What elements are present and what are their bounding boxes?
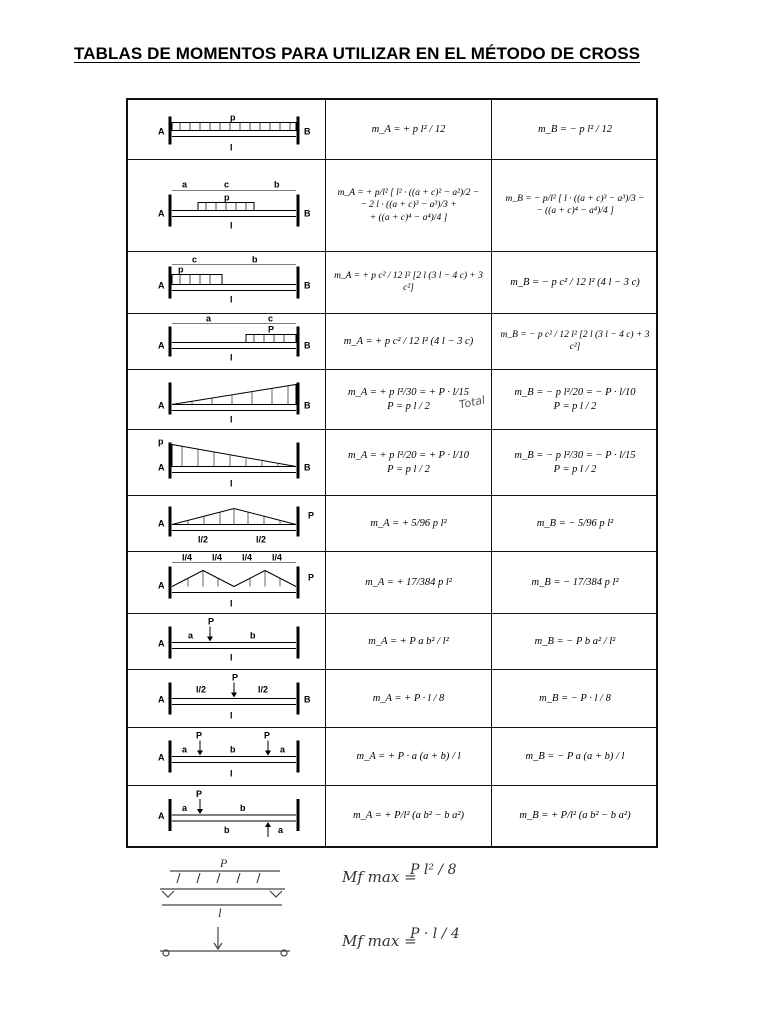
beam-diagram bbox=[128, 160, 326, 251]
moment-a-cell bbox=[326, 370, 492, 429]
moment-a-cell bbox=[326, 100, 492, 159]
label-span: l bbox=[230, 142, 233, 153]
moment-a-formula: m_A = + p/l² [ l² · ((a + c)² − a²)/2 − − 2 l · ((a + c)³ − a³)/3 + + ((a + c)⁴ − a⁴)/4 ] bbox=[337, 187, 480, 223]
label-b-dist: b bbox=[252, 254, 258, 265]
handwritten-equation-lhs: Mf max = bbox=[342, 868, 417, 886]
moment-b-cell bbox=[492, 552, 658, 613]
beam-diagram bbox=[128, 370, 326, 429]
table-row bbox=[128, 430, 656, 496]
label-b-dist: b bbox=[240, 803, 246, 813]
label-a-dist: a bbox=[278, 825, 284, 835]
table-row bbox=[128, 496, 656, 552]
moment-a-cell bbox=[326, 430, 492, 495]
beam-diagram bbox=[128, 728, 326, 785]
table-row bbox=[128, 252, 656, 314]
label-span: l bbox=[230, 710, 233, 721]
moment-b-formula: m_B = − p c² / 12 l² [2 l (3 l − 4 c) + 3 c²] bbox=[500, 329, 650, 353]
label-a: A bbox=[158, 340, 165, 351]
label-a: A bbox=[158, 752, 165, 763]
label-c-dist: c bbox=[192, 254, 198, 265]
label-quarter-span: l/4 bbox=[272, 552, 283, 563]
label-load: p bbox=[178, 264, 184, 275]
moment-a-formula: m_A = + p c² / 12 l² [2 l (3 l − 4 c) + 3 c²] bbox=[334, 270, 483, 294]
moment-b-formula: m_B = − 5/96 p l² bbox=[536, 517, 614, 529]
label-load: P bbox=[208, 616, 215, 627]
table-row bbox=[128, 552, 656, 614]
moment-b-formula: m_B = − P · l / 8 bbox=[539, 692, 611, 704]
moment-b-formula: m_B = − p l²/30 = − P · l/15 P = p l / 2 bbox=[514, 449, 636, 475]
beam-diagram bbox=[128, 670, 326, 727]
label-b: B bbox=[304, 280, 311, 291]
label-a-dist: a bbox=[182, 179, 188, 190]
label-b: B bbox=[304, 340, 311, 351]
beam-diagram bbox=[128, 786, 326, 846]
moment-b-cell bbox=[492, 614, 658, 669]
moment-a-cell bbox=[326, 314, 492, 369]
moment-a-formula: m_A = + P · a (a + b) / l bbox=[356, 750, 461, 762]
label-b-dist: b bbox=[224, 825, 230, 835]
moment-b-formula: m_B = − p l² / 12 bbox=[538, 123, 612, 135]
label-a-dist: a bbox=[188, 630, 194, 641]
label-span: l bbox=[230, 652, 233, 663]
label-a: A bbox=[158, 280, 165, 291]
moment-a-formula: m_A = + p l²/30 = + P · l/15 P = p l / 2 bbox=[348, 386, 469, 412]
label-load: P bbox=[196, 730, 203, 741]
table-row bbox=[128, 670, 656, 728]
label-b: B bbox=[304, 400, 311, 411]
table-row bbox=[128, 728, 656, 786]
moment-b-formula: m_B = − P b a² / l² bbox=[534, 635, 616, 647]
moment-a-formula: m_A = + p l²/20 = + P · l/10 P = p l / 2 bbox=[348, 449, 469, 475]
label-span: l bbox=[230, 294, 233, 305]
handwritten-label-l: l bbox=[218, 905, 222, 920]
handwritten-equation-rhs: P l² / 8 bbox=[410, 862, 457, 878]
label-load: P bbox=[196, 789, 203, 799]
beam-diagram bbox=[128, 314, 326, 369]
label-a: A bbox=[158, 580, 165, 591]
moment-b-formula: m_B = − p/l² [ l · ((a + c)³ − a³)/3 − − ((a + c)⁴ − a⁴)/4 ] bbox=[505, 193, 645, 217]
moment-a-cell bbox=[326, 496, 492, 551]
label-a: A bbox=[158, 400, 165, 411]
moment-b-formula: m_B = − p c² / 12 l² (4 l − 3 c) bbox=[510, 276, 640, 288]
label-a-dist: a bbox=[206, 314, 212, 324]
label-a: A bbox=[158, 638, 165, 649]
label-b-dist: b bbox=[230, 744, 236, 755]
moment-b-cell bbox=[492, 728, 658, 785]
label-b: B bbox=[304, 126, 311, 137]
label-span: l bbox=[230, 768, 233, 779]
label-quarter-span: l/4 bbox=[182, 552, 193, 563]
moment-a-cell bbox=[326, 728, 492, 785]
moment-b-cell bbox=[492, 430, 658, 495]
label-a-dist: a bbox=[182, 744, 188, 755]
label-c-dist: c bbox=[224, 179, 230, 190]
label-half-span: l/2 bbox=[196, 684, 207, 695]
moment-b-cell bbox=[492, 786, 658, 846]
label-b: B bbox=[304, 694, 311, 705]
moment-b-formula: m_B = − P a (a + b) / l bbox=[525, 750, 625, 762]
moment-b-formula: m_B = + P/l² (a b² − b a²) bbox=[519, 809, 631, 821]
label-load: P bbox=[264, 730, 271, 741]
label-load: p bbox=[230, 112, 236, 123]
label-half-span: l/2 bbox=[256, 534, 267, 545]
label-load: p bbox=[158, 436, 164, 447]
label-b: B bbox=[304, 462, 311, 473]
label-a: A bbox=[158, 518, 165, 529]
label-b: B bbox=[304, 208, 311, 219]
moment-a-formula: m_A = + p l² / 12 bbox=[371, 123, 446, 135]
table-row bbox=[128, 614, 656, 670]
label-span: l bbox=[230, 220, 233, 231]
label-load: P bbox=[268, 324, 275, 335]
moment-b-cell bbox=[492, 670, 658, 727]
moment-a-cell bbox=[326, 552, 492, 613]
page-title: TABLAS DE MOMENTOS PARA UTILIZAR EN EL MÉTODO DE CROSS bbox=[74, 44, 641, 63]
moment-a-formula: m_A = + 5/96 p l² bbox=[370, 517, 447, 529]
label-b-dist: b bbox=[274, 179, 280, 190]
label-c-dist: c bbox=[268, 314, 274, 324]
label-a-dist: a bbox=[182, 803, 188, 813]
handwritten-equation-rhs: P · l / 4 bbox=[410, 926, 460, 942]
moment-a-cell bbox=[326, 160, 492, 251]
label-quarter-span: l/4 bbox=[242, 552, 253, 563]
table-row bbox=[128, 786, 656, 846]
handwritten-label-p: P bbox=[220, 856, 228, 870]
label-a: A bbox=[158, 694, 165, 705]
moment-a-cell bbox=[326, 614, 492, 669]
label-a: A bbox=[158, 208, 165, 219]
label-half-span: l/2 bbox=[258, 684, 269, 695]
label-a: A bbox=[158, 126, 165, 137]
label-span: l bbox=[230, 478, 233, 489]
moment-b-cell bbox=[492, 252, 658, 313]
label-half-span: l/2 bbox=[198, 534, 209, 545]
beam-diagram bbox=[128, 430, 326, 495]
moment-b-cell bbox=[492, 100, 658, 159]
label-a: A bbox=[158, 811, 165, 821]
label-b-dist: b bbox=[250, 630, 256, 641]
label-a-dist: a bbox=[280, 744, 286, 755]
label-a: A bbox=[158, 462, 165, 473]
handwritten-equation-lhs: Mf max = bbox=[342, 932, 417, 950]
table-row bbox=[128, 160, 656, 252]
moment-b-formula: m_B = − p l²/20 = − P · l/10 P = p l / 2 bbox=[514, 386, 636, 412]
label-span: l bbox=[230, 352, 233, 363]
table-row bbox=[128, 314, 656, 370]
beam-diagram bbox=[128, 252, 326, 313]
moment-a-formula: m_A = + P/l² (a b² − b a²) bbox=[353, 809, 464, 821]
moment-a-formula: m_A = + P · l / 8 bbox=[372, 692, 445, 704]
beam-diagram bbox=[128, 100, 326, 159]
moments-table bbox=[126, 98, 658, 848]
label-quarter-span: l/4 bbox=[212, 552, 223, 563]
label-load: P bbox=[308, 510, 315, 521]
moment-b-cell bbox=[492, 370, 658, 429]
moment-a-cell bbox=[326, 252, 492, 313]
moment-a-formula: m_A = + 17/384 p l² bbox=[365, 576, 452, 588]
moment-b-formula: m_B = − 17/384 p l² bbox=[531, 576, 619, 588]
handwritten-total: Total bbox=[457, 393, 487, 412]
label-load: p bbox=[224, 192, 230, 203]
moment-a-formula: m_A = + p c² / 12 l² (4 l − 3 c) bbox=[343, 335, 474, 347]
table-row bbox=[128, 370, 656, 430]
moment-b-cell bbox=[492, 314, 658, 369]
label-span: l bbox=[230, 414, 233, 425]
table-row bbox=[128, 100, 656, 160]
label-span: l bbox=[230, 598, 233, 609]
label-load: P bbox=[308, 572, 315, 583]
beam-diagram bbox=[128, 552, 326, 613]
moment-b-cell bbox=[492, 496, 658, 551]
moment-a-cell bbox=[326, 670, 492, 727]
moment-a-cell bbox=[326, 786, 492, 846]
moment-a-formula: m_A = + P a b² / l² bbox=[368, 635, 449, 647]
moment-b-cell bbox=[492, 160, 658, 251]
beam-diagram bbox=[128, 614, 326, 669]
label-load: P bbox=[232, 672, 239, 683]
beam-diagram bbox=[128, 496, 326, 551]
